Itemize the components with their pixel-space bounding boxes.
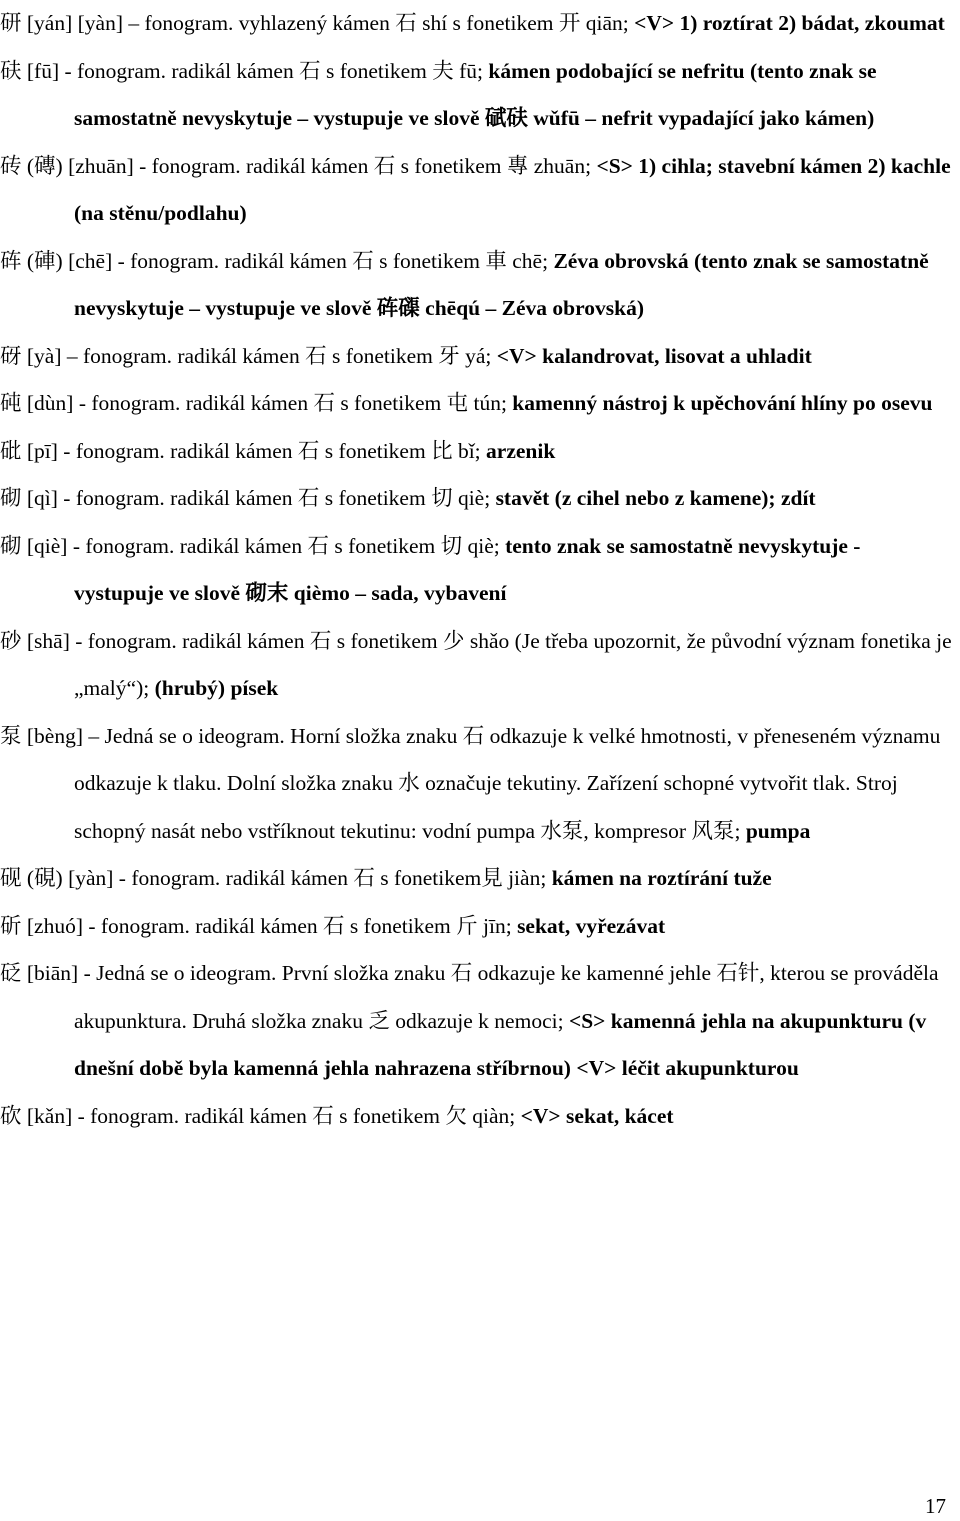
entry-definition: <V> sekat, kácet — [520, 1103, 674, 1128]
entry-definition: stavět (z cihel nebo z kamene); zdít — [495, 486, 816, 510]
entry-definition: kámen podobající se nefritu (tento znak se samostatně nevyskytuje – vystupuje ve slově 碔砆 wǔfū – nefrit vypadající jako kámen) — [74, 58, 877, 130]
dictionary-entry — [0, 523, 955, 618]
entry-definition: Zéva obrovská (tento znak se samostatně nevyskytuje – vystupuje ve slově 砗磲 chēqú – Zéva obrovská) — [74, 248, 929, 320]
entry-definition: <V> 1) roztírat 2) bádat, zkoumat — [634, 11, 945, 35]
entry-header: 砌 [qiè] - fonogram. radikál kámen 石 s fonetikem 切 qiè; — [0, 533, 506, 558]
dictionary-entry — [0, 238, 955, 333]
entry-header: 斫 [zhuó] - fonogram. radikál kámen 石 s fonetikem 斤 jīn; — [0, 913, 518, 938]
entry-header: 砌 [qì] - fonogram. radikál kámen 石 s fonetikem 切 qiè; — [0, 486, 496, 510]
entry-header: 砒 [pī] - fonogram. radikál kámen 石 s fonetikem 比 bǐ; — [0, 438, 487, 463]
entry-header: 砍 [kǎn] - fonogram. radikál kámen 石 s fonetikem 欠 qiàn; — [0, 1103, 521, 1128]
entry-definition: pumpa — [745, 818, 811, 843]
entry-definition: <S> kamenná jehla na akupunkturu (v dnešní době byla kamenná jehla nahrazena stříbrnou) <V> léčit akupunkturou — [74, 1008, 927, 1080]
entry-definition: (hrubý) písek — [154, 676, 279, 700]
entry-definition: kámen na roztírání tuže — [551, 866, 772, 890]
dictionary-entry — [0, 903, 955, 951]
entry-definition: <V> kalandrovat, lisovat a uhladit — [496, 343, 812, 368]
entry-header: 砗 (硨) [chē] - fonogram. radikál kámen 石 s fonetikem 車 chē; — [0, 248, 554, 273]
dictionary-entry — [0, 1093, 955, 1141]
entry-definition: kamenný nástroj k upěchování hlíny po osevu — [512, 391, 933, 415]
dictionary-entry — [0, 380, 955, 428]
dictionary-entry — [0, 950, 955, 1093]
entry-header: 砚 (硯) [yàn] - fonogram. radikál kámen 石 s fonetikem見 jiàn; — [0, 866, 552, 890]
dictionary-entry — [0, 143, 955, 238]
dictionary-entry — [0, 475, 955, 523]
page-number: 17 — [925, 1494, 946, 1518]
dictionary-entry — [0, 428, 955, 476]
entry-header: 砆 [fū] - fonogram. radikál kámen 石 s fonetikem 夫 fū; — [0, 58, 489, 83]
dictionary-entry — [0, 48, 955, 143]
entry-header: 砑 [yà] – fonogram. radikál kámen 石 s fonetikem 牙 yá; — [0, 343, 497, 368]
entry-header: 砘 [dùn] - fonogram. radikál kámen 石 s fonetikem 屯 tún; — [0, 391, 513, 415]
entry-header: 砭 [biān] - Jedná se o ideogram. První složka znaku 石 odkazuje ke kamenné jehle 石针, kterou se prováděla akupunktura. Druhá složka znaku 乏 odkazuje k nemoci; — [0, 961, 939, 1033]
dictionary-entry — [0, 333, 955, 381]
entry-header: 泵 [bèng] – Jedná se o ideogram. Horní složka znaku 石 odkazuje k velké hmotnosti, v přeneseném významu odkazuje k tlaku. Dolní složka znaku 水 označuje tekutiny. Zařízení schopné vytvořit tlak. Stroj schopný nasát nebo vstříknout tekutinu: vodní pumpa 水泵, kompresor 风泵; — [0, 723, 941, 843]
dictionary-entry — [0, 855, 955, 903]
entry-header: 砖 (磚) [zhuān] - fonogram. radikál kámen 石 s fonetikem 專 zhuān; — [0, 153, 597, 178]
entry-definition: <S> 1) cihla; stavební kámen 2) kachle (na stěnu/podlahu) — [74, 153, 951, 225]
entry-header: 研 [yán] [yàn] – fonogram. vyhlazený kámen 石 shí s fonetikem 开 qiān; — [0, 11, 635, 35]
entry-definition: arzenik — [486, 438, 556, 463]
dictionary-entry — [0, 713, 955, 856]
entry-header: 砂 [shā] - fonogram. radikál kámen 石 s fonetikem 少 shǎo (Je třeba upozornit, že původní význam fonetika je „malý“); — [0, 628, 952, 700]
entry-definition: tento znak se samostatně nevyskytuje - vystupuje ve slově 砌末 qièmo – sada, vybavení — [74, 533, 861, 605]
dictionary-entry — [0, 618, 955, 713]
dictionary-entry — [0, 0, 955, 48]
entry-definition: sekat, vyřezávat — [517, 913, 666, 938]
